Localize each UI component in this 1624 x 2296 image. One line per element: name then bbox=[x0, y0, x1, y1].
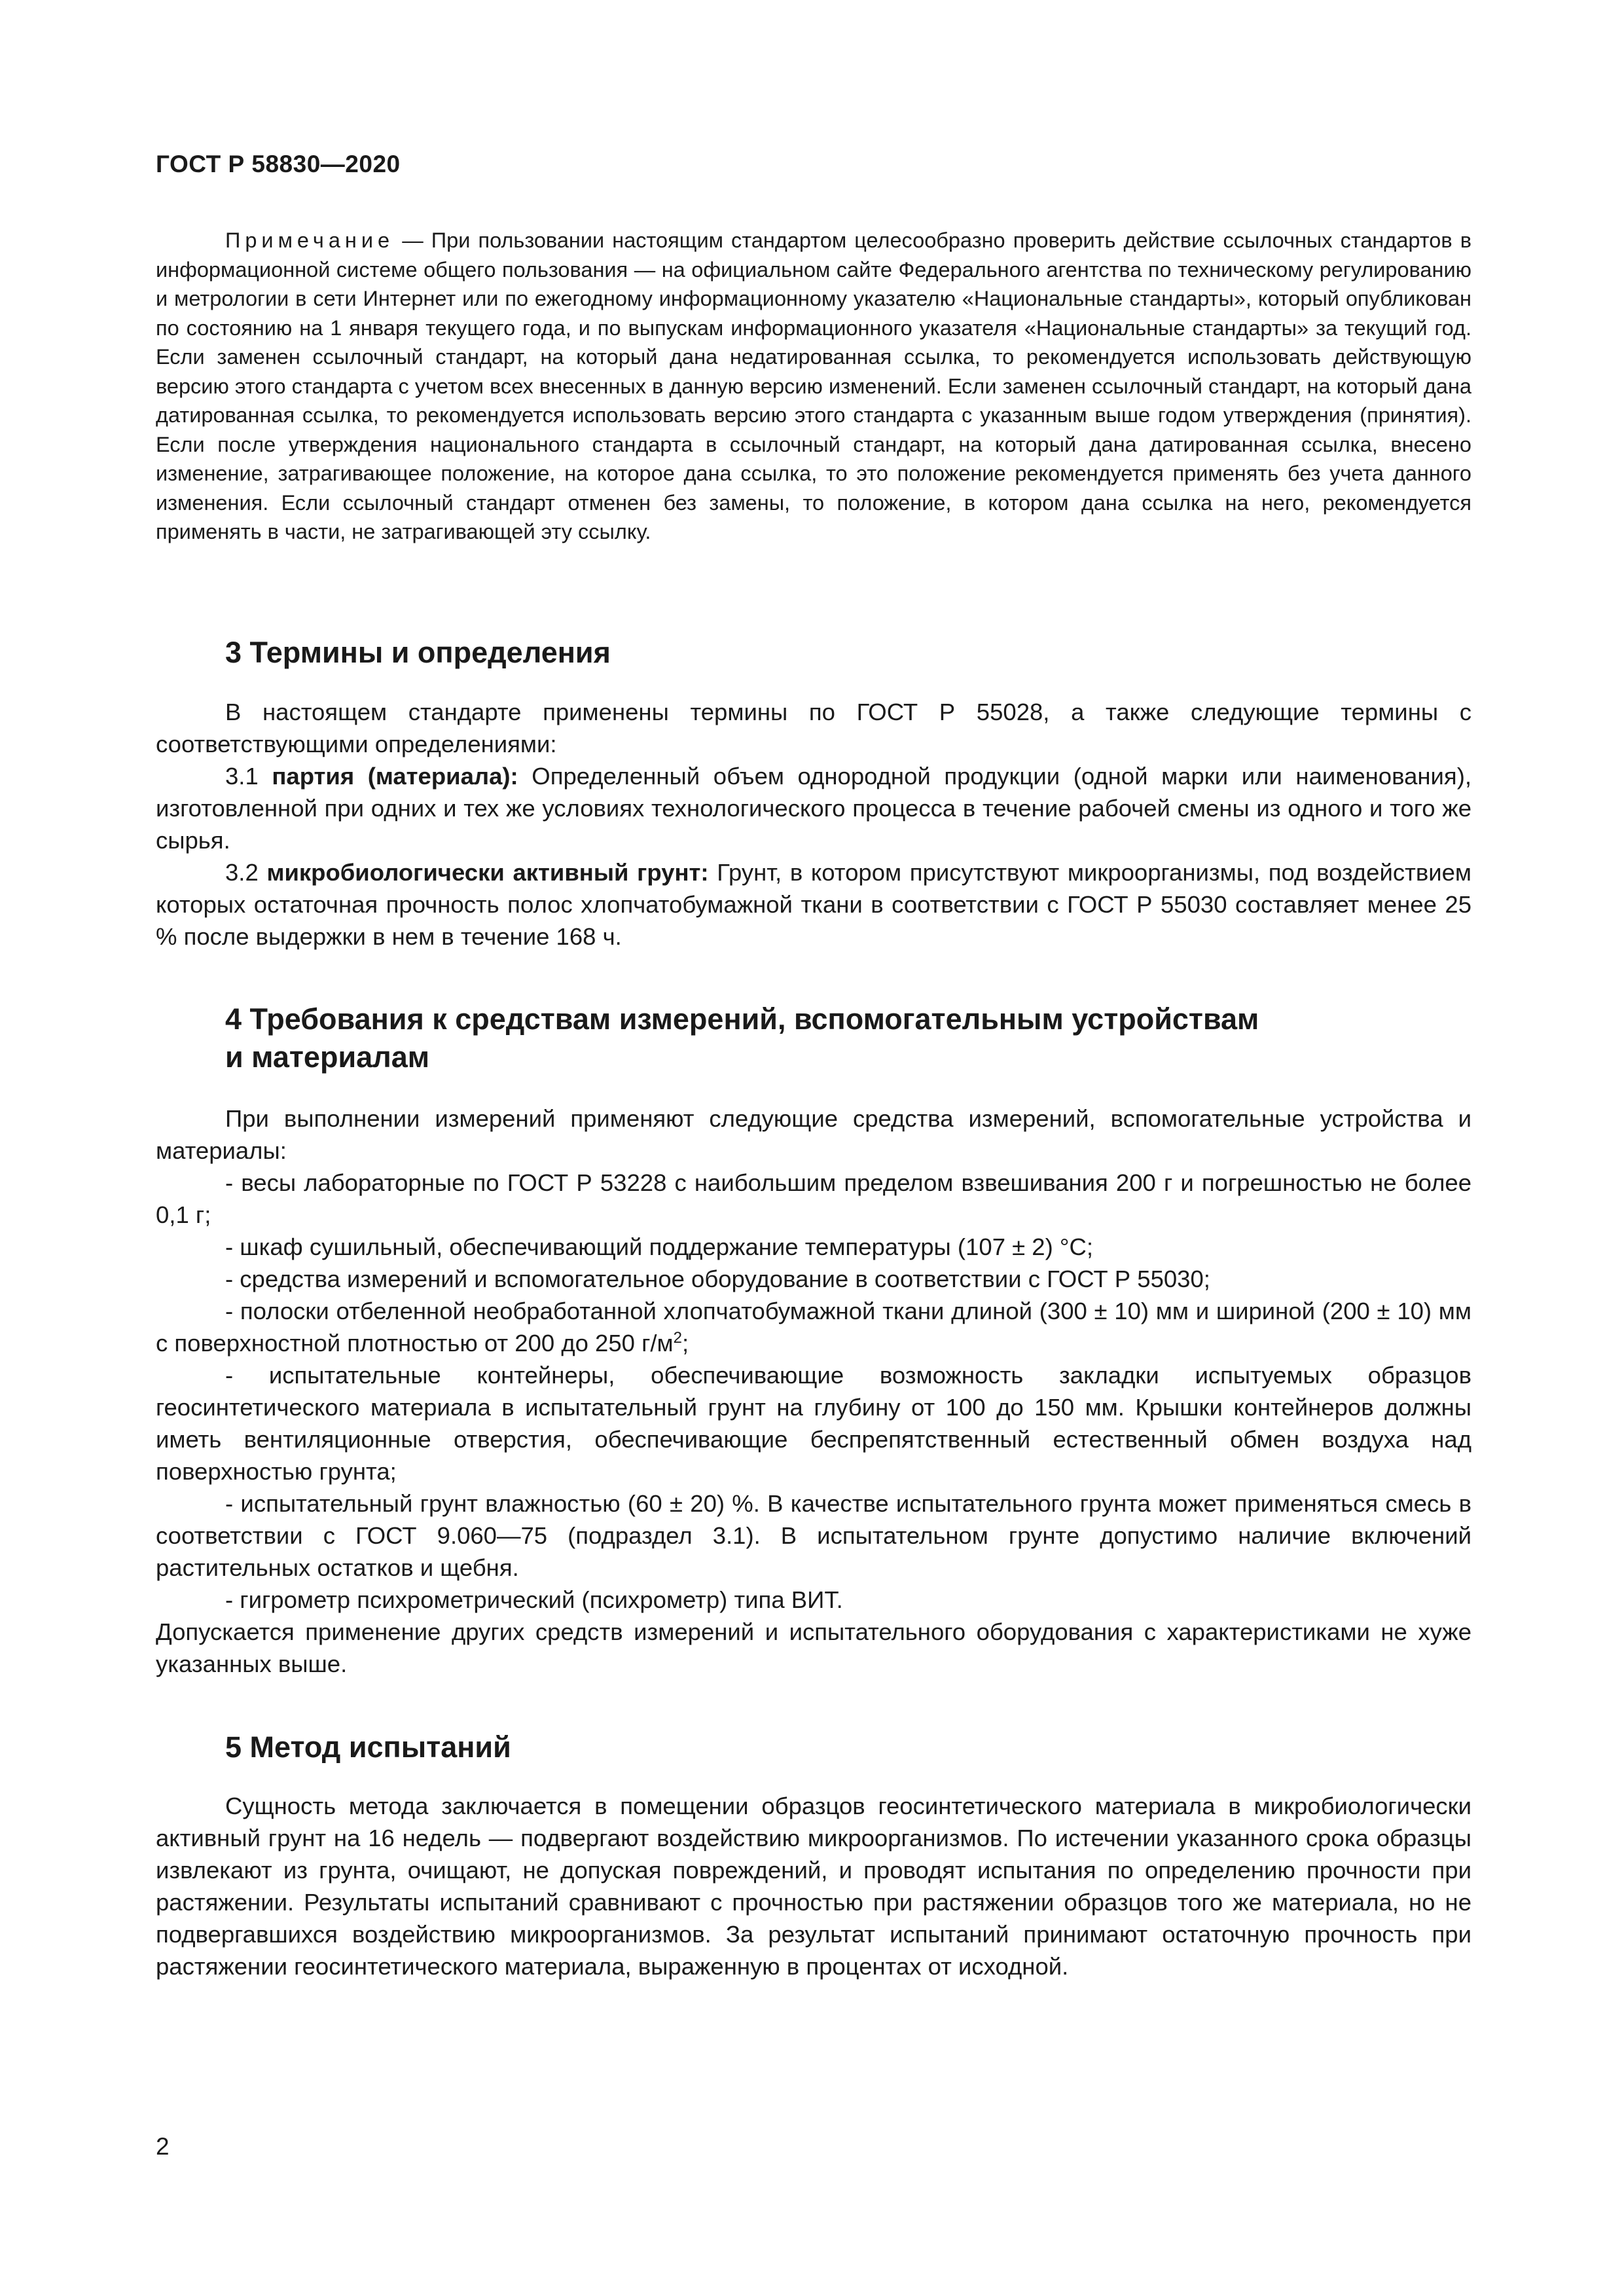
document-code-header: ГОСТ Р 58830—2020 bbox=[156, 151, 401, 177]
list-item: - гигрометр психрометрический (психрометр) типа ВИТ. bbox=[225, 1586, 843, 1613]
section-4-intro: При выполнении измерений применяют следующие средства измерений, вспомогательные устройства и материалы: bbox=[156, 1105, 1471, 1164]
list-item: - испытательный грунт влажностью (60 ± 20) %. В качестве испытательного грунта может применяться смесь в соответствии с ГОСТ 9.060—75 (подраздел 3.1). В испытательном грунте допустимо наличие включений растительных остатков и щебня. bbox=[156, 1490, 1471, 1581]
page-number: 2 bbox=[156, 2133, 170, 2160]
section-5-body bbox=[156, 1790, 1471, 1982]
section-4-body bbox=[156, 1102, 1471, 1680]
section-5-title: 5 Метод испытаний bbox=[225, 1730, 511, 1764]
section-4-outro: Допускается применение других средств измерений и испытательного оборудования с характеристиками не хуже указанных выше. bbox=[156, 1618, 1471, 1677]
section-3-intro: В настоящем стандарте применены термины по ГОСТ Р 55028, а также следующие термины с соответствующими определениями: bbox=[156, 699, 1471, 757]
list-item: - весы лабораторные по ГОСТ Р 53228 с наибольшим пределом взвешивания 200 г и погрешностью не более 0,1 г; bbox=[156, 1169, 1471, 1228]
section-3-body bbox=[156, 696, 1471, 953]
term-3-1: 3.1 партия (материала): Определенный объем однородной продукции (одной марки или наименования), изготовленной при одних и тех же условиях технологического процесса в течение рабочей смены из одного и того же сырья. bbox=[156, 763, 1471, 854]
section-3-title: 3 Термины и определения bbox=[225, 636, 611, 669]
note-text: — При пользовании настоящим стандартом целесообразно проверить действие ссылочных стандартов в информационной системе общего пользования — на официальном сайте Федерального агентства по техническому регулированию и метрологии в сети Интернет или по ежегодному информационному указателю «Национальные стандарты», который опубликован по состоянию на 1 января текущего года, и по выпускам информационного указателя «Национальные стандарты» за текущий год. Если заменен ссылочный стандарт, на который дана недатированная ссылка, то рекомендуется использовать действующую версию этого стандарта с учетом всех внесенных в данную версию изменений. Если заменен ссылочный стандарт, на который дана датированная ссылка, то рекомендуется использовать версию этого стандарта с указанным выше годом утверждения (принятия). Если после утверждения национального стандарта в ссылочный стандарт, на который дана датированная ссылка, внесено изменение, затрагивающее положение, на которое дана ссылка, то это положение рекомендуется применять без учета данного изменения. Если ссылочный стандарт отменен без замены, то положение, в котором дана ссылка на него, рекомендуется применять в части, не затрагивающей эту ссылку. bbox=[156, 228, 1471, 543]
reference-note bbox=[156, 226, 1471, 547]
term-3-2-name: микробиологически активный грунт: bbox=[266, 859, 709, 886]
list-item: - шкаф сушильный, обеспечивающий поддержание температуры (107 ± 2) °С; bbox=[225, 1233, 1093, 1260]
term-3-1-definition: Определенный объем однородной продукции (одной марки или наименования), изготовленной при одних и тех же условиях технологического процесса в течение рабочей смены из одного и того же сырья. bbox=[156, 763, 1471, 854]
section-4-title: 4 Требования к средствам измерений, вспомогательным устройствам и материалам bbox=[225, 1002, 1259, 1074]
term-3-1-name: партия (материала): bbox=[272, 763, 518, 790]
term-3-2-definition: Грунт, в котором присутствуют микроорганизмы, под воздействием которых остаточная прочность полос хлопчатобумажной ткани в соответствии с ГОСТ Р 55030 составляет менее 25 % после выдержки в нем в течение 168 ч. bbox=[156, 859, 1471, 950]
list-item: - испытательные контейнеры, обеспечивающие возможность закладки испытуемых образцов геосинтетического материала в испытательный грунт на глубину от 100 до 150 мм. Крышки контейнеров должны иметь вентиляционные отверстия, обеспечивающие беспрепятственный естественный обмен воздуха над поверхностью грунта; bbox=[156, 1362, 1471, 1485]
term-3-2: 3.2 микробиологически активный грунт: Грунт, в котором присутствуют микроорганизмы, под воздействием которых остаточная прочность полос хлопчатобумажной ткани в соответствии с ГОСТ Р 55030 составляет менее 25 % после выдержки в нем в течение 168 ч. bbox=[156, 859, 1471, 950]
section-5-text: Сущность метода заключается в помещении образцов геосинтетического материала в микробиологически активный грунт на 16 недель — подвергают воздействию микроорганизмов. По истечении указанного срока образцы извлекают из грунта, очищают, не допуская повреждений, и проводят испытания по определению прочности при растяжении. Результаты испытаний сравнивают с прочностью при растяжении образцов того же материала, но не подвергавшихся воздействию микроорганизмов. За результат испытаний принимают остаточную прочность при растяжении геосинтетического материала, выраженную в процентах от исходной. bbox=[156, 1793, 1471, 1980]
note-label: Примечание bbox=[225, 228, 395, 252]
list-item: - средства измерений и вспомогательное оборудование в соответствии с ГОСТ Р 55030; bbox=[225, 1266, 1210, 1292]
list-item: - полоски отбеленной необработанной хлопчатобумажной ткани длиной (300 ± 10) мм и шириной (200 ± 10) мм с поверхностной плотностью от 200 до 250 $г/м^2$; bbox=[156, 1298, 1471, 1357]
